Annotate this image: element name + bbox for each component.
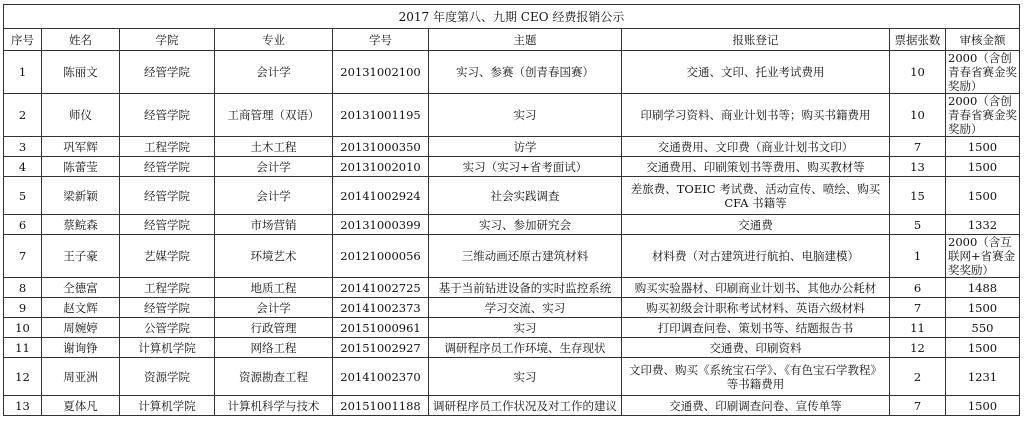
cell-college: 工程学院 xyxy=(120,137,215,157)
cell-topic: 社会实践调查 xyxy=(429,177,622,215)
cell-amount: 1488 xyxy=(946,278,1020,298)
table-row xyxy=(4,137,1020,157)
cell-receipt-count: 6 xyxy=(890,278,946,298)
cell-no: 5 xyxy=(4,177,42,215)
cell-items: 交通费用、印刷策划书等费用、购买教材等 xyxy=(622,157,890,177)
cell-items: 印刷学习资料、商业计划书等；购买书籍费用 xyxy=(622,94,890,137)
cell-student-id: 20151000961 xyxy=(333,318,429,338)
cell-no: 11 xyxy=(4,338,42,358)
cell-major: 市场营销 xyxy=(215,215,333,235)
cell-major: 会计学 xyxy=(215,298,333,318)
cell-college: 经管学院 xyxy=(120,94,215,137)
table-row xyxy=(4,396,1020,416)
cell-items: 交通费 xyxy=(622,215,890,235)
cell-topic: 实习 xyxy=(429,358,622,396)
table-row xyxy=(4,157,1020,177)
cell-name: 仝德富 xyxy=(42,278,120,298)
header-student-id: 学号 xyxy=(333,29,429,51)
cell-amount: 550 xyxy=(946,318,1020,338)
cell-major: 地质工程 xyxy=(215,278,333,298)
cell-student-id: 20121000056 xyxy=(333,235,429,278)
cell-receipt-count: 7 xyxy=(890,137,946,157)
cell-name: 周婉婷 xyxy=(42,318,120,338)
cell-receipt-count: 10 xyxy=(890,51,946,94)
cell-amount: 2000（含创青春省赛金奖奖励） xyxy=(946,51,1020,94)
cell-college: 经管学院 xyxy=(120,215,215,235)
cell-topic: 实习 xyxy=(429,94,622,137)
header-receipt-count: 票据张数 xyxy=(890,29,946,51)
cell-no: 6 xyxy=(4,215,42,235)
cell-student-id: 20131000350 xyxy=(333,137,429,157)
cell-topic: 三维动画还原古建筑材料 xyxy=(429,235,622,278)
table-row xyxy=(4,51,1020,94)
table-row xyxy=(4,278,1020,298)
cell-major: 环境艺术 xyxy=(215,235,333,278)
cell-topic: 实习、参加研究会 xyxy=(429,215,622,235)
cell-amount: 1500 xyxy=(946,137,1020,157)
cell-topic: 调研程序员工作状况及对工作的建议 xyxy=(429,396,622,416)
cell-receipt-count: 12 xyxy=(890,338,946,358)
cell-college: 计算机学院 xyxy=(120,396,215,416)
cell-receipt-count: 7 xyxy=(890,298,946,318)
cell-major: 会计学 xyxy=(215,157,333,177)
header-name: 姓名 xyxy=(42,29,120,51)
cell-college: 资源学院 xyxy=(120,358,215,396)
cell-receipt-count: 10 xyxy=(890,94,946,137)
table-row xyxy=(4,94,1020,137)
cell-items: 差旅费、TOEIC 考试费、活动宣传、喷绘、购买 CFA 书籍等 xyxy=(622,177,890,215)
table-row xyxy=(4,358,1020,396)
cell-items: 材料费（对古建筑进行航拍、电脑建模） xyxy=(622,235,890,278)
cell-items: 交通费、印刷资料 xyxy=(622,338,890,358)
cell-receipt-count: 5 xyxy=(890,215,946,235)
header-topic: 主题 xyxy=(429,29,622,51)
header-row xyxy=(4,29,1020,51)
cell-major: 会计学 xyxy=(215,51,333,94)
cell-name: 谢询铮 xyxy=(42,338,120,358)
cell-major: 土木工程 xyxy=(215,137,333,157)
cell-amount: 1332 xyxy=(946,215,1020,235)
cell-college: 经管学院 xyxy=(120,51,215,94)
cell-name: 蔡鲩森 xyxy=(42,215,120,235)
cell-student-id: 20141002725 xyxy=(333,278,429,298)
expense-table xyxy=(3,4,1020,416)
cell-college: 经管学院 xyxy=(120,298,215,318)
cell-name: 赵文辉 xyxy=(42,298,120,318)
table-row xyxy=(4,215,1020,235)
cell-student-id: 20131002100 xyxy=(333,51,429,94)
header-amount: 审核金额 xyxy=(946,29,1020,51)
table-row xyxy=(4,298,1020,318)
header-items: 报账登记 xyxy=(622,29,890,51)
cell-topic: 实习 xyxy=(429,318,622,338)
cell-receipt-count: 15 xyxy=(890,177,946,215)
cell-student-id: 20131002010 xyxy=(333,157,429,177)
cell-major: 会计学 xyxy=(215,177,333,215)
cell-major: 计算机科学与技术 xyxy=(215,396,333,416)
header-no: 序号 xyxy=(4,29,42,51)
cell-name: 师仪 xyxy=(42,94,120,137)
cell-items: 文印费、购买《系统宝石学》、《有色宝石学教程》等书籍费用 xyxy=(622,358,890,396)
cell-amount: 1500 xyxy=(946,157,1020,177)
table-row xyxy=(4,338,1020,358)
cell-receipt-count: 1 xyxy=(890,235,946,278)
cell-college: 经管学院 xyxy=(120,177,215,215)
cell-no: 9 xyxy=(4,298,42,318)
table-row xyxy=(4,235,1020,278)
cell-receipt-count: 2 xyxy=(890,358,946,396)
cell-student-id: 20141002373 xyxy=(333,298,429,318)
table-row xyxy=(4,177,1020,215)
cell-no: 2 xyxy=(4,94,42,137)
cell-no: 3 xyxy=(4,137,42,157)
expense-table-container xyxy=(3,4,1019,416)
cell-college: 艺媒学院 xyxy=(120,235,215,278)
cell-major: 工商管理（双语） xyxy=(215,94,333,137)
cell-name: 周亚洲 xyxy=(42,358,120,396)
cell-items: 交通费用、文印费（商业计划书文印） xyxy=(622,137,890,157)
cell-topic: 调研程序员工作环境、生存现状 xyxy=(429,338,622,358)
cell-items: 购买实验器材、印刷商业计划书、其他办公耗材 xyxy=(622,278,890,298)
cell-college: 公管学院 xyxy=(120,318,215,338)
cell-receipt-count: 13 xyxy=(890,157,946,177)
cell-college: 经管学院 xyxy=(120,157,215,177)
cell-name: 陈蕾莹 xyxy=(42,157,120,177)
cell-amount: 1500 xyxy=(946,177,1020,215)
cell-major: 行政管理 xyxy=(215,318,333,338)
cell-topic: 访学 xyxy=(429,137,622,157)
cell-student-id: 20141002370 xyxy=(333,358,429,396)
cell-no: 10 xyxy=(4,318,42,338)
cell-name: 陈丽文 xyxy=(42,51,120,94)
cell-topic: 学习交流、实习 xyxy=(429,298,622,318)
cell-amount: 1500 xyxy=(946,396,1020,416)
cell-amount: 1231 xyxy=(946,358,1020,396)
cell-topic: 实习（实习+省考面试） xyxy=(429,157,622,177)
cell-items: 打印调查问卷、策划书等、结题报告书 xyxy=(622,318,890,338)
cell-items: 交通费、印刷调查问卷、宣传单等 xyxy=(622,396,890,416)
cell-name: 王子豪 xyxy=(42,235,120,278)
cell-topic: 实习、参赛（创青春国赛） xyxy=(429,51,622,94)
cell-items: 交通、文印、托业考试费用 xyxy=(622,51,890,94)
cell-major: 资源勘查工程 xyxy=(215,358,333,396)
cell-student-id: 20141002924 xyxy=(333,177,429,215)
cell-name: 巩军辉 xyxy=(42,137,120,157)
cell-no: 7 xyxy=(4,235,42,278)
cell-no: 1 xyxy=(4,51,42,94)
cell-student-id: 20151001188 xyxy=(333,396,429,416)
cell-name: 梁新颖 xyxy=(42,177,120,215)
cell-amount: 2000（含互联网+省赛金奖奖励） xyxy=(946,235,1020,278)
cell-amount: 2000（含创青春省赛金奖奖励） xyxy=(946,94,1020,137)
cell-college: 计算机学院 xyxy=(120,338,215,358)
cell-no: 13 xyxy=(4,396,42,416)
cell-major: 网络工程 xyxy=(215,338,333,358)
table-title: 2017 年度第八、九期 CEO 经费报销公示 xyxy=(4,5,1020,29)
cell-items: 购买初级会计职称考试材料、英语六级材料 xyxy=(622,298,890,318)
cell-no: 8 xyxy=(4,278,42,298)
cell-amount: 1500 xyxy=(946,298,1020,318)
cell-college: 工程学院 xyxy=(120,278,215,298)
cell-student-id: 20131000399 xyxy=(333,215,429,235)
cell-student-id: 20131001195 xyxy=(333,94,429,137)
cell-receipt-count: 11 xyxy=(890,318,946,338)
cell-topic: 基于当前钻进设备的实时监控系统 xyxy=(429,278,622,298)
cell-receipt-count: 7 xyxy=(890,396,946,416)
cell-amount: 1500 xyxy=(946,338,1020,358)
cell-no: 4 xyxy=(4,157,42,177)
table-row xyxy=(4,318,1020,338)
header-major: 专业 xyxy=(215,29,333,51)
header-college: 学院 xyxy=(120,29,215,51)
cell-student-id: 20151002927 xyxy=(333,338,429,358)
cell-name: 夏体凡 xyxy=(42,396,120,416)
cell-no: 12 xyxy=(4,358,42,396)
